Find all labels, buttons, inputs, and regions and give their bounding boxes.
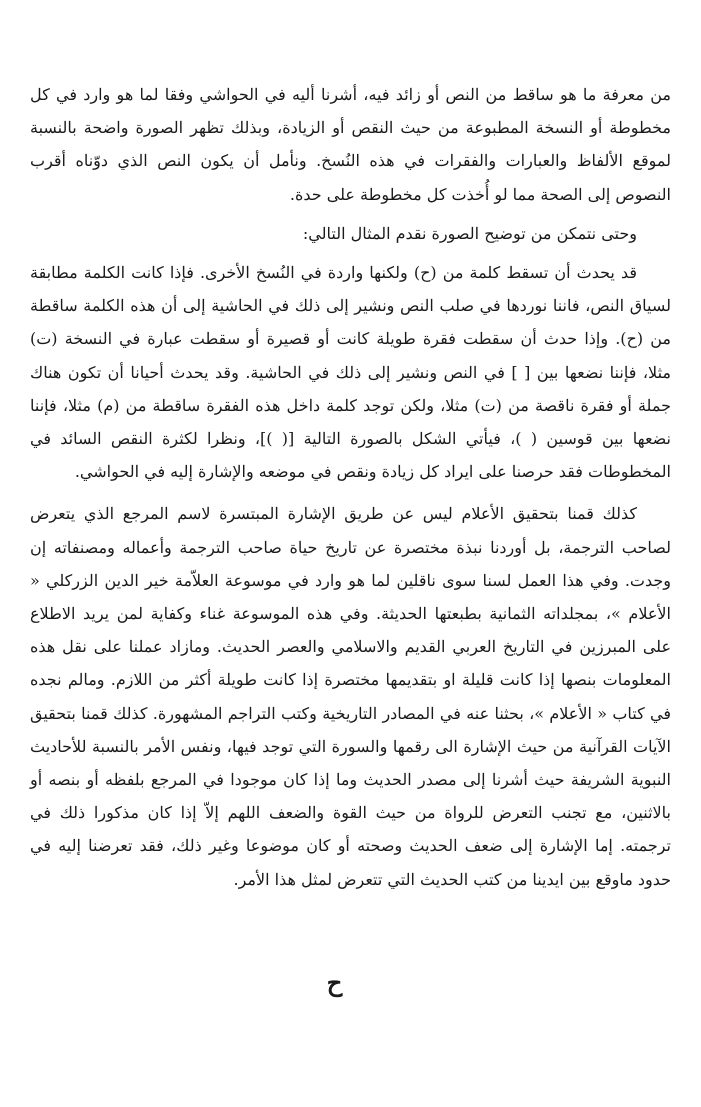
paragraph-2: وحتى نتمكن من توضيح الصورة نقدم المثال التالي: [302, 223, 637, 243]
page-body [30, 78, 671, 896]
paragraph-1: من معرفة ما هو ساقط من النص أو زائد فيه، أشرنا أليه في الحواشي وفقا لما هو وارد في كل مخطوطة أو النسخة المطبوعة من حيث النقص أو الزيادة، وبذلك تظهر الصورة واضحة بالنسبة لموقع الألفاظ والعبارات والفقرات في هذه النُسخ. ونأمل أن يكون النص الذي دوّناه أقرب النصوص إلى الصحة مما لو أُخذت كل مخطوطة على حدة. [30, 85, 672, 204]
paragraph-4: كذلك قمنا بتحقيق الأعلام ليس عن طريق الإشارة المبتسرة لاسم المرجع الذي يتعرض لصاحب الترجمة، بل أوردنا نبذة مختصرة عن تاريخ حياة صاحب الترجمة وأعماله ومصنفاته إن وجدت. وفي هذا العمل لسنا سوى ناقلين لما هو وارد في موسوعة العلاّمة خير الدين الزركلي « الأعلام »، بمجلداته الثمانية بطبعتها الحديثة. وفي هذه الموسوعة غناء وكفاية لمن يريد الاطلاع على المبرزين في التاريخ العربي القديم والاسلامي والعصر الحديث. ومازاد عملنا على نقل هذه المعلومات بنصها إذا كانت قليلة او بتقديمها مختصرة إذا كانت طويلة أكثر من اللازم. ومالم نجده في كتاب « الأعلام »، بحثنا عنه في المصادر التاريخية وكتب التراجم المشهورة. كذلك قمنا بتحقيق الآيات القرآنية من حيث الإشارة الى رقمها والسورة التي توجد فيها، ونفس الأمر بالنسبة للأحاديث النبوية الشريفة حيث أشرنا إلى مصدر الحديث وما إذا كان موجودا في المرجع بلفظه أو بنصه أو بالاثنين، مع تجنب التعرض للرواة من حيث القوة والضعف اللهم إلاّ إذا كان مذكورا ذلك في ترجمته. إما الإشارة إلى ضعف الحديث وصحته أو كان موضوعا وغير ذلك، فقد تعرضنا إليه في حدود ماوقع بين ايدينا من كتب الحديث التي تتعرض لمثل هذا الأمر. [30, 504, 671, 889]
paragraph-3: قد يحدث أن تسقط كلمة من (ح) ولكنها واردة في النُسخ الأخرى. فإذا كانت الكلمة مطابقة لسياق النص، فاننا نوردها في صلب النص ونشير إلى ذلك في الحاشية إلى أن هذه الكلمة ساقطة من (ح). وإذا حدث أن سقطت فقرة طويلة كانت أو قصيرة أو سقطت عبارة في النسخة (ت) مثلا، فإننا نضعها بين [ ] في النص ونشير إلى ذلك في الحاشية. وقد يحدث أحيانا أن تكون هناك جملة أو فقرة ناقصة من (ت) مثلا، ولكن توجد كلمة داخل هذه الفقرة ساقطة من (م) مثلا، فإننا نضعها بين قوسين ( )، فيأتي الشكل بالصورة التالية [( )]، ونظرا لكثرة النقص السائد في المخطوطات فقد حرصنا على ايراد كل زيادة ونقص في موضعه والإشارة إليه في الحواشي. [30, 263, 671, 482]
page-number: ح [326, 968, 343, 997]
